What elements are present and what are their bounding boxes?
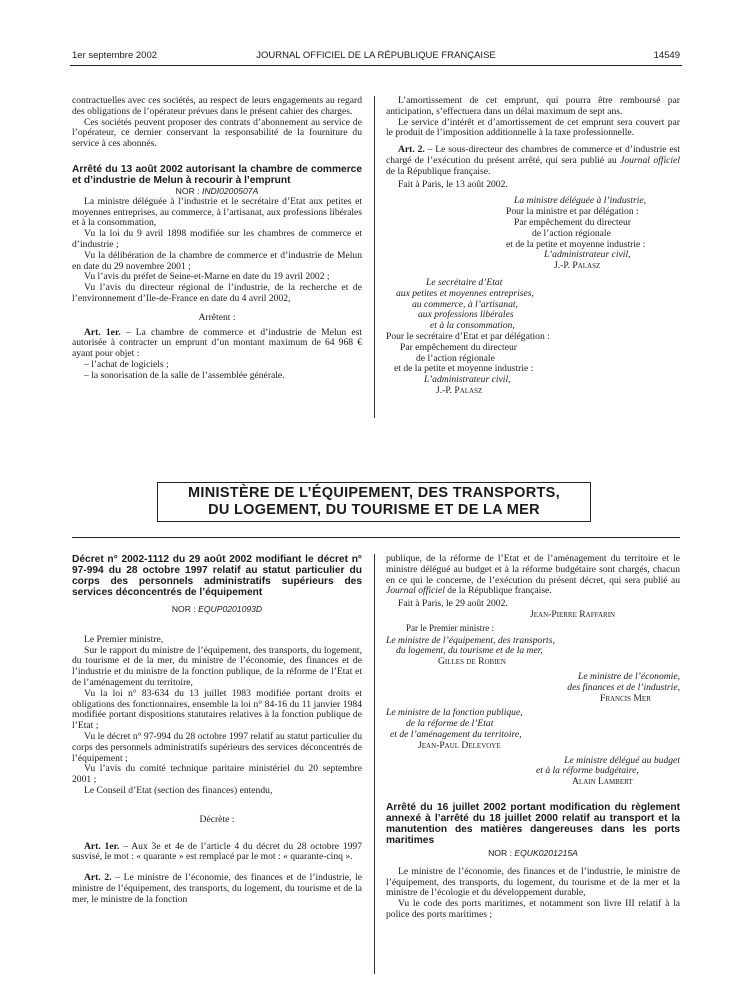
arrete-line: Arrêtent : bbox=[198, 311, 236, 323]
paragraph: L’amortissement de cet emprunt, qui pourra être remboursé par anticipation, s’effectuera dans un délai maximum de sept ans. bbox=[386, 95, 680, 117]
signatory-name: Jean-Paul Delevoye bbox=[418, 739, 501, 751]
article-label: Art. 1er. bbox=[84, 840, 120, 852]
section-heading: Arrêté du 16 juillet 2002 portant modification du règlement annexé à l’arrêté du 18 juillet 2000 relatif au transport et la manutention des matières dangereuses dans les ports maritimes bbox=[386, 801, 680, 846]
nor-reference bbox=[72, 604, 362, 615]
decrete-line: Décrète : bbox=[199, 813, 235, 825]
column-divider bbox=[374, 554, 375, 974]
signature-line: Par empêchement du directeur bbox=[400, 341, 517, 353]
paragraph-text: publique, de la réforme de l’Etat et de l’aménagement du territoire et le ministre délégué au budget et à la réforme budgétaire sont chargés, chacun en ce qui le concerne, de l’exécution du présent décret, qui sera publié au bbox=[386, 553, 680, 586]
paragraph: Le Conseil d’Etat (section des finances) entendu, bbox=[84, 784, 273, 796]
signature-line: aux professions libérales bbox=[418, 309, 514, 321]
nor-label: NOR : bbox=[488, 847, 512, 858]
paragraph: Vu l’avis du directeur régional de l’industrie, de la recherche et de l’environnement d’Ile-de-France en date du 4 avril 2002, bbox=[72, 282, 362, 304]
ministry-title-line: MINISTÈRE DE L’ÉQUIPEMENT, DES TRANSPORTS, bbox=[188, 485, 560, 501]
signature-line: L’administrateur civil, bbox=[544, 249, 631, 261]
nor-code: INDI0200507A bbox=[201, 185, 259, 196]
paragraph: Vu l’avis du comité technique paritaire ministériel du 20 septembre 2001 ; bbox=[72, 763, 362, 786]
article-text: – La chambre de commerce et d’industrie de Melun est autorisée à contracter un emprunt d’un montant maximum de 64 968 € ayant pour objet : bbox=[72, 326, 362, 360]
bottom-left-column bbox=[72, 554, 362, 906]
paragraph: Vu le code des ports maritimes, et notamment son livre III relatif à la police des ports maritimes ; bbox=[386, 898, 680, 920]
article-label: Art. 2. bbox=[398, 144, 425, 156]
paragraph: Ces sociétés peuvent proposer des contrats d’abonnement au service de l’opérateur, ce dernier conservant la responsabilité de la fourniture du service à ces abonnés. bbox=[72, 116, 362, 150]
header-rule bbox=[70, 65, 682, 66]
article-2 bbox=[72, 873, 362, 905]
signature-line: Le ministre de la fonction publique, bbox=[386, 707, 523, 719]
signature-line: L’administrateur civil, bbox=[424, 374, 511, 386]
article-text: – Le ministre de l’économie, des finances et de l’industrie, le ministre de l’équipement, des transports, du logement, du tourisme et de la mer, le ministre de la fonction bbox=[72, 872, 362, 905]
list-item: – la sonorisation de la salle de l’assemblée générale. bbox=[84, 369, 285, 381]
signatory-name: J.-P. Palasz bbox=[554, 260, 601, 272]
bottom-right-column bbox=[386, 554, 680, 921]
signature-line: Pour la ministre et par délégation : bbox=[506, 206, 639, 218]
nor-code: EQUK0201215A bbox=[514, 847, 578, 858]
signatory-name: Gilles de Robien bbox=[438, 656, 506, 668]
nor-reference bbox=[386, 848, 680, 859]
top-right-column bbox=[386, 96, 680, 397]
nor-code: EQUP0201093D bbox=[198, 604, 263, 614]
signature-line: Par empêchement du directeur bbox=[514, 216, 631, 228]
nor-label: NOR : bbox=[171, 604, 196, 614]
signature-line: et de la petite et moyenne industrie : bbox=[394, 363, 534, 375]
paragraph: La ministre déléguée à l’industrie et le secrétaire d’Etat aux petites et moyennes entreprises, au commerce, à l’artisanat, aux professions libérales et à la consommation, bbox=[72, 195, 362, 229]
paragraph: Le ministre de l’économie, des finances et de l’industrie, le ministre de l’équipement, des transports, du logement, du tourisme et de la mer et la ministre de l’écologie et du développement durable, bbox=[386, 865, 680, 899]
paragraph: Vu la loi n° 83-634 du 13 juillet 1983 modifiée portant droits et obligations des fonctionnaires, ensemble la loi n° 84-16 du 11 janvier 1984 modifiée portant dispositions statutaires relatives à la fonction publique de l’Etat ; bbox=[72, 687, 362, 732]
signature-line: Le secrétaire d’Etat bbox=[426, 276, 503, 288]
signature-line: aux petites et moyennes entreprises, bbox=[396, 287, 534, 299]
section-rule bbox=[72, 537, 680, 538]
journal-name: Journal officiel bbox=[620, 154, 680, 166]
paragraph: Vu le décret n° 97-994 du 28 octobre 1997 relatif au statut particulier du corps des personnels administratifs supérieurs des services déconcentrés de l’équipement ; bbox=[72, 730, 362, 764]
article-1 bbox=[72, 842, 362, 864]
signature-block-decret bbox=[386, 610, 680, 788]
header-date: 1er septembre 2002 bbox=[72, 50, 158, 61]
header-title: JOURNAL OFFICIEL DE LA RÉPUBLIQUE FRANÇAISE bbox=[256, 50, 496, 61]
paragraph: Vu la loi du 9 avril 1898 modifiée sur les chambres de commerce et d’industrie ; bbox=[72, 228, 362, 250]
signatory-name: J.-P. Palasz bbox=[436, 384, 483, 396]
paragraph bbox=[386, 554, 680, 597]
fait-line: Fait à Paris, le 13 août 2002. bbox=[398, 178, 508, 190]
page-header bbox=[72, 50, 680, 64]
signature-line: du logement, du tourisme et de la mer, bbox=[396, 645, 543, 657]
signature-line: La ministre déléguée à l’industrie, bbox=[514, 195, 647, 207]
signature-line: Par le Premier ministre : bbox=[406, 622, 494, 633]
signature-line: de la réforme de l’Etat bbox=[406, 718, 494, 730]
column-divider bbox=[374, 96, 375, 418]
paragraph: contractuelles avec ces sociétés, au respect de leurs engagements au regard des obligations de l’opérateur prévues dans le présent cahier des charges. bbox=[72, 95, 362, 117]
fait-line: Fait à Paris, le 29 août 2002. bbox=[398, 598, 508, 610]
top-left-column bbox=[72, 96, 362, 382]
signature-line: Le ministre de l’équipement, des transports, bbox=[386, 634, 555, 646]
list-item: – l’achat de logiciels ; bbox=[84, 358, 169, 370]
article-text: – Aux 3e et 4e de l’article 4 du décret du 28 octobre 1997 susvisé, le mot : « quarante » est remplacé par le mot : « quarante-cinq ». bbox=[72, 840, 363, 863]
signature-line: de l’action régionale bbox=[416, 352, 495, 364]
signature-line: et de l’aménagement du territoire, bbox=[390, 728, 522, 740]
paragraph: Vu la délibération de la chambre de commerce et d’industrie de Melun en date du 29 novembre 2001 ; bbox=[72, 249, 362, 272]
paragraph-text: de la République française. bbox=[444, 585, 552, 597]
article-1 bbox=[72, 328, 362, 360]
paragraph: Le Premier ministre, bbox=[84, 633, 164, 645]
signature-line: Pour le secrétaire d’Etat et par délégation : bbox=[386, 330, 550, 342]
signature-line: et à la consommation, bbox=[430, 320, 515, 332]
article-2 bbox=[386, 145, 680, 177]
signatory-name: Alain Lambert bbox=[572, 776, 633, 788]
signatory-name: Jean-Pierre Raffarin bbox=[530, 608, 616, 620]
signature-line: de l’action régionale bbox=[532, 227, 611, 239]
signature-line: au commerce, à l’artisanat, bbox=[412, 298, 518, 310]
journal-name: Journal officiel bbox=[386, 585, 445, 597]
section-heading: Arrêté du 13 août 2002 autorisant la chambre de commerce et d’industrie de Melun à recourir à l’emprunt bbox=[72, 163, 362, 186]
paragraph: Vu l’avis du préfet de Seine-et-Marne en date du 19 avril 2002 ; bbox=[84, 271, 330, 283]
signature-block-2 bbox=[386, 278, 680, 397]
article-text: – Le sous-directeur des chambres de commerce et d’industrie est chargé de l’exécution du présent arrêté, qui sera publié au bbox=[386, 144, 681, 166]
paragraph: Le service d’intérêt et d’amortissement de cet emprunt sera couvert par le produit de l’imposition additionnelle à la taxe professionnelle. bbox=[386, 116, 680, 139]
signature-line: et à la réforme budgétaire, bbox=[536, 765, 639, 777]
article-label: Art. 1er. bbox=[84, 326, 121, 338]
article-label: Art. 2. bbox=[84, 872, 112, 884]
signature-line: des finances et de l’industrie, bbox=[567, 681, 680, 693]
ministry-title-line: DU LOGEMENT, DU TOURISME ET DE LA MER bbox=[208, 502, 540, 518]
article-text: de la République française. bbox=[386, 165, 491, 177]
signature-block-1 bbox=[386, 196, 680, 272]
signature-line: Le ministre délégué au budget bbox=[564, 754, 680, 766]
signatory-name: Francis Mer bbox=[600, 692, 651, 704]
header-page-number: 14549 bbox=[653, 50, 680, 61]
section-heading: Décret n° 2002-1112 du 29 août 2002 modifiant le décret n° 97-994 du 28 octobre 1997 relatif au statut particulier du corps des personnels administratifs supérieurs des services déconcentrés de l’équipement bbox=[72, 554, 362, 598]
nor-label: NOR : bbox=[175, 185, 200, 196]
ministry-title-box bbox=[157, 482, 591, 522]
signature-line: Le ministre de l’économie, bbox=[578, 670, 680, 682]
paragraph: Sur le rapport du ministre de l’équipement, des transports, du logement, du tourisme et de la mer, du ministre de l’économie, des finances et de l’industrie et du ministre de la fonction publique, de la réforme de l’Etat et de l’aménagement du territoire, bbox=[72, 644, 362, 688]
signature-line: et de la petite et moyenne industrie : bbox=[506, 238, 646, 250]
